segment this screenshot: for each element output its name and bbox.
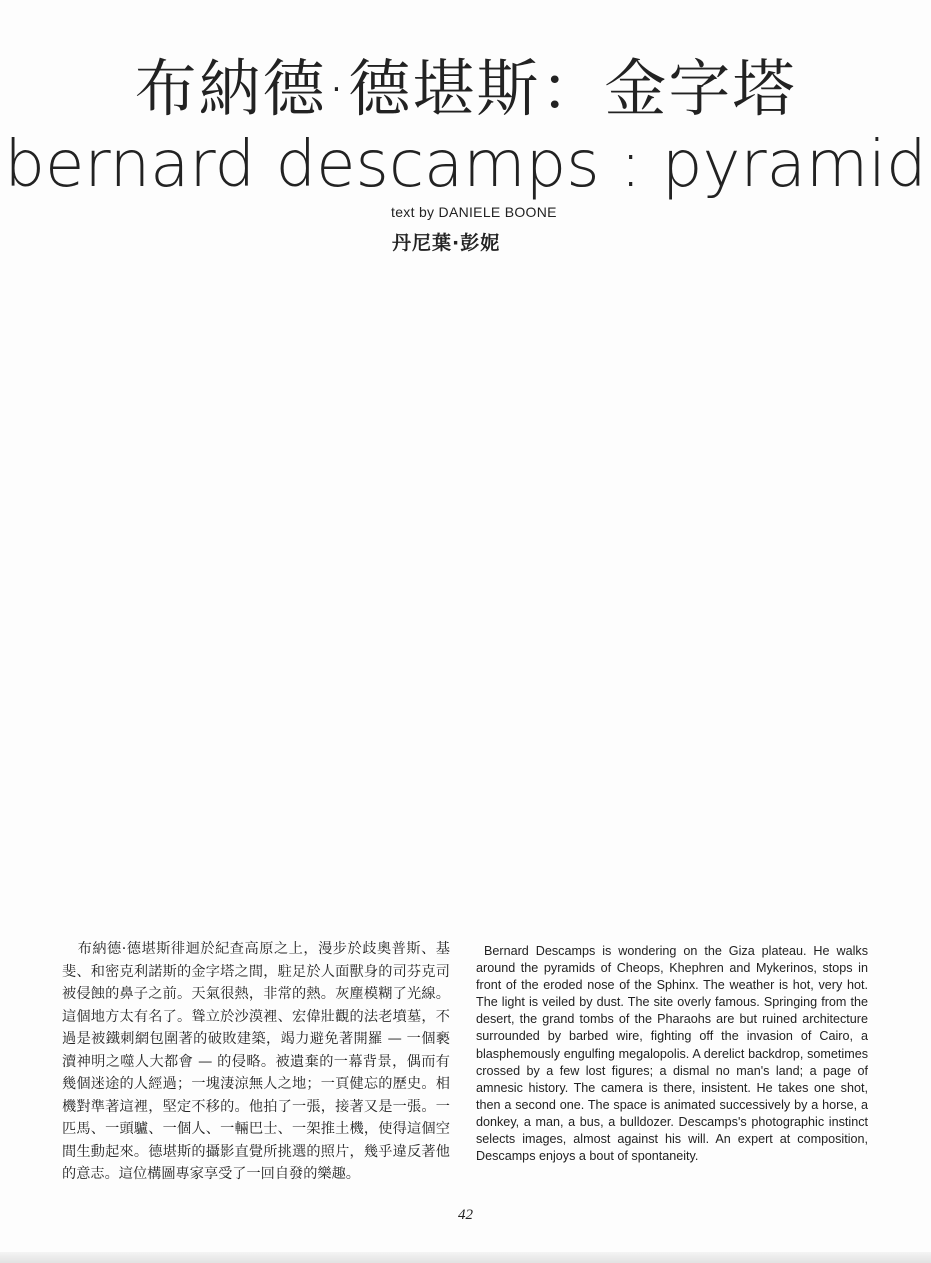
body-text-chinese: 布納德·德堪斯徘迴於紀查高原之上，漫步於歧奧普斯、基斐、和密克利諾斯的金字塔之間，駐足於人面獸身的司芬克司被侵蝕的鼻子之前。天氣很熱，非常的熱。灰塵模糊了光線。這個地方太有名了。聳立於沙漠裡、宏偉壯觀的法老墳墓，不過是被鐵刺網包圍著的破敗建築，竭力避免著開羅 — 一個褻瀆神明之噬人大都會 — 的侵略。被遺棄的一幕背景，偶而有幾個迷途的人經過；一塊淒涼無人之地；一頁健忘的歷史。相機對準著這裡，堅定不移的。他拍了一張，接著又是一張。一匹馬、一頭驢、一個人、一輛巴士、一架推土機，使得這個空間生動起來。德堪斯的攝影直覺所挑選的照片，幾乎違反著他的意志。這位構圖專家享受了一回自發的樂趣。: [62, 941, 450, 1182]
title-chinese: 布納德·德堪斯：金字塔: [134, 52, 797, 125]
title-english: bernard descamps : pyramid: [4, 128, 927, 202]
body-text-english: Bernard Descamps is wondering on the Giza plateau. He walks around the pyramids of Cheops, Khephren and Mykerinos, stops in front of the eroded nose of the Sphinx. The weather is hot, very hot. The light is veiled by dust. The site overly famous. Springing from the desert, the grand tombs of the Pharaohs are but ruined architecture surrounded by barbed wire, fighting off the invasion of Cairo, a blasphemously engulfing megalopolis. A derelict backdrop, sometimes crossed by a few lost figures; a dismal no man's land; a page of amnesic history. The camera is there, insistent. He takes one shot, then a second one. The space is animated successively by a horse, a donkey, a man, a bus, a bulldozer. Descamps's photographic instinct selects images, almost against his will. An expert at composition, Descamps enjoys a bout of spontaneity.: [476, 944, 868, 1164]
byline-english: text by DANIELE BOONE: [391, 204, 557, 220]
byline-chinese: 丹尼葉·彭妮: [392, 232, 501, 254]
page-number: 42: [458, 1207, 473, 1223]
page-edge-shadow: [0, 1252, 931, 1263]
